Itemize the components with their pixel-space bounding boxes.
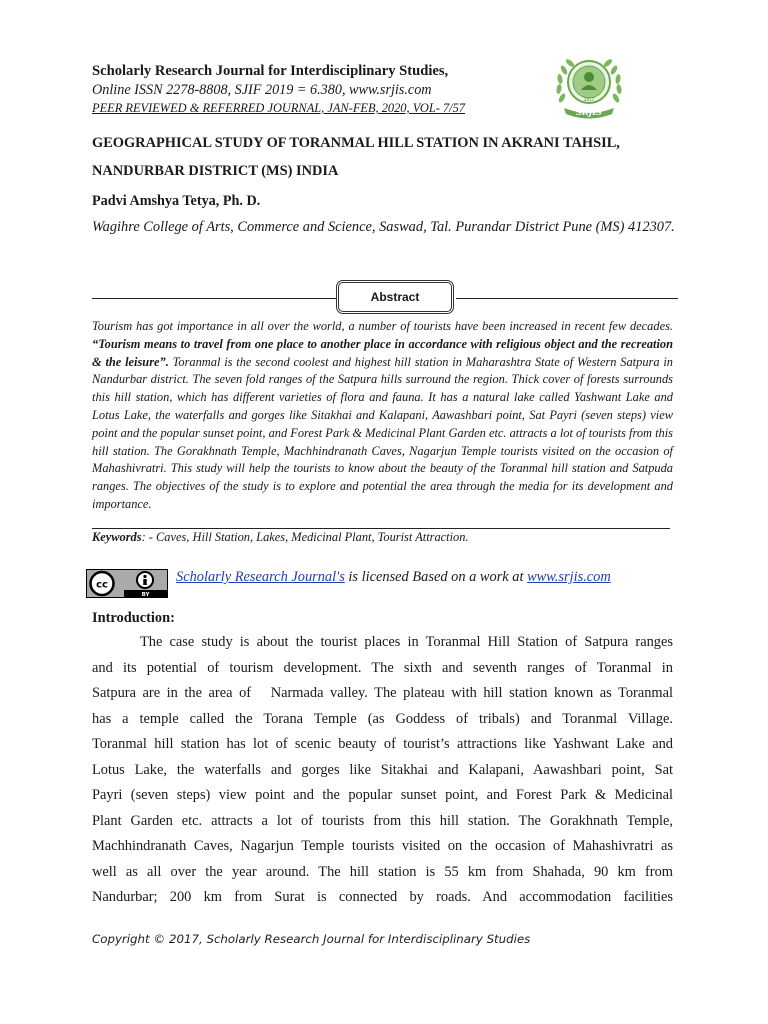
abstract-label-box: [336, 280, 454, 314]
intro-line: The case study is about the tourist places in Toranmal Hill Station of Satpura ranges: [140, 634, 673, 650]
article-title: GEOGRAPHICAL STUDY OF TORANMAL HILL STATION IN AKRANI TAHSIL, NANDURBAR DISTRICT (MS) INDIA: [92, 135, 620, 179]
abstract-quote: “Tourism means to travel from one place to another place in accordance with religious object and the recreation & the leisure”.: [92, 336, 673, 369]
abstract-rest: Toranmal is the second coolest and highest hill station in Maharashtra State of Western Satpura in Nandurbar district. The seven fold ranges of the Satpura hills surround the region. Thick cover of forests surrounds this hill station, which has different varieties of flora and fauna. It has a natural lake called Yashwant Lake and Lotus Lake, the waterfalls and gorges like Sitakhai and Kalapani, Aawashbari point, Sat Payri (seven steps) view point and the popular sunset point, and Forest Park & Medicinal Plant Garden etc. attracts a lot of tourists from this hill station. The Gorakhnath Temple, Machhindranath Caves, Nagarjun Temple tourists visited on the occasion of Mahashivratri. This study will help the tourists to know about the beauty of the Toranmal hill station and Satpuda ranges. The objectives of the study is to explore and potential the area through the media for its development and importance.: [92, 354, 673, 511]
issn-line: Online ISSN 2278-8808, SJIF 2019 = 6.380, www.srjis.com: [92, 82, 432, 98]
keywords-line: [92, 530, 469, 545]
journal-logo: [552, 52, 626, 122]
abstract-bottom-rule: [92, 528, 670, 529]
svg-text:cc: cc: [96, 579, 108, 591]
intro-line: Satpura are in the area of Narmada valley. The plateau with hill station known as Toranmal: [92, 685, 673, 701]
intro-line: Toranmal hill station has lot of scenic beauty of tourist’s attractions like Yashwant Lake and: [92, 736, 673, 752]
cc-by-badge-icon[interactable]: [86, 569, 168, 598]
logo-year: 2017: [583, 97, 595, 102]
intro-line: Lotus Lake, the waterfalls and gorges like Sitakhai and Kalapani, Aawashbari point, Sat: [92, 761, 673, 778]
keywords-text: : - Caves, Hill Station, Lakes, Medicinal Plant, Tourist Attraction.: [141, 530, 469, 544]
abstract-body: [92, 318, 673, 514]
author-name: Padvi Amshya Tetya, Ph. D.: [92, 193, 261, 209]
intro-line: well as all over the year around. The hill station is 55 km from Shahada, 90 km from: [92, 863, 673, 880]
abstract-intro: Tourism has got importance in all over the world, a number of tourists have been increased in recent few decades.: [92, 319, 673, 333]
license-line: [176, 569, 611, 586]
introduction-heading: Introduction:: [92, 610, 175, 626]
intro-line: has a temple called the Torana Temple (as Goddess of tribals) and Toranmal Village.: [92, 710, 673, 727]
logo-text: SRJIS: [576, 107, 602, 117]
abstract-rule-right: [456, 298, 678, 299]
abstract-label: Abstract: [370, 290, 420, 304]
cc-label: BY: [141, 592, 150, 598]
keywords-label: Keywords: [92, 530, 142, 544]
author-affiliation: Wagihre College of Arts, Commerce and Science, Saswad, Tal. Purandar District Pune (MS) 412307.: [92, 219, 675, 235]
intro-line: Plant Garden etc. attracts a lot of tourists from this hill station. The Gorakhnath Temple,: [92, 812, 673, 829]
intro-line: Machhindranath Caves, Nagarjun Temple tourists visited on the occasion of Mahashivratri as: [92, 838, 673, 854]
srjis-website-link[interactable]: www.srjis.com: [527, 569, 611, 585]
intro-line: Nandurbar; 200 km from Surat is connected by roads. And accommodation facilities: [92, 889, 673, 905]
journal-license-link[interactable]: Scholarly Research Journal's: [176, 569, 345, 585]
peer-reviewed-line: PEER REVIEWED & REFERRED JOURNAL, JAN-FEB, 2020, VOL- 7/57: [92, 101, 465, 115]
intro-line: Payri (seven steps) view point and the popular sunset point, and Forest Park & Medicinal: [92, 787, 673, 803]
intro-line: and its potential of tourism development. The sixth and seventh ranges of Toranmal in: [92, 659, 673, 676]
abstract-rule-left: [92, 298, 337, 299]
copyright-footer: Copyright © 2017, Scholarly Research Journal for Interdisciplinary Studies: [92, 932, 531, 946]
introduction-body: [92, 630, 673, 911]
license-middle-text: is licensed Based on a work at: [344, 569, 528, 585]
journal-name: Scholarly Research Journal for Interdisciplinary Studies,: [92, 63, 449, 79]
